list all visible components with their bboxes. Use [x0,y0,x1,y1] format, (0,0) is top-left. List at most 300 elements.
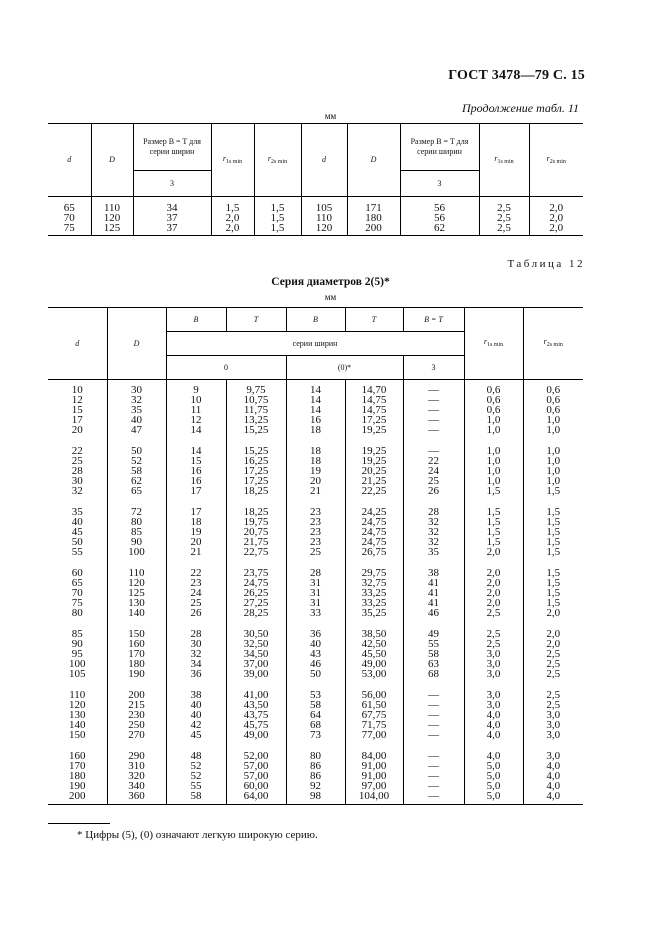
table-cell: 3,0 [464,700,523,710]
table-cell: 1,5 [523,517,583,527]
table-cell: 30 [71,475,83,487]
table-cell: 55 [166,781,226,791]
table-cell: 150 [69,729,86,741]
t11-series: 3 [133,171,211,197]
table-cell: 2,0 [464,578,523,588]
table-cell: 19,25 [345,435,403,456]
table-row [48,380,583,396]
table-row [48,486,583,496]
table-cell: 32 [403,537,464,547]
table-cell: 37 [133,213,211,223]
table-cell: 25 [403,476,464,486]
table-cell: 0,6 [523,395,583,405]
table-cell: 2,5 [464,618,523,639]
table-cell: 37,00 [226,659,286,669]
table-cell: 24,25 [345,496,403,517]
table-cell: 200 [107,679,166,700]
table-cell: 160 [107,639,166,649]
table-cell: 180 [107,659,166,669]
table-cell: 50 [107,435,166,456]
table-cell: 15,25 [226,435,286,456]
table-cell: 27,25 [226,598,286,608]
table-row [48,557,583,578]
t12-head-s0: 0 [166,356,286,380]
table-cell: 65 [63,202,75,214]
table-cell: 25 [286,547,345,557]
table-cell: 170 [107,649,166,659]
table-cell: 3,0 [464,649,523,659]
table-cell: 110 [69,689,86,701]
table-cell: 180 [69,770,86,782]
table-cell: 90 [71,638,83,650]
table-cell: 62 [107,476,166,486]
table-cell: 3,0 [464,659,523,669]
table-cell: 1,5 [523,537,583,547]
table-cell: 16,25 [226,456,286,466]
table-cell: 180 [347,213,400,223]
table-cell: 75 [48,223,91,236]
table-cell: 64,00 [226,791,286,805]
t12-head-widths: серии ширин [166,332,464,356]
table-cell: 40 [166,700,226,710]
table-cell: — [403,435,464,456]
table-cell: 23,75 [226,557,286,578]
table-cell: 53 [286,679,345,700]
table-cell: 19,75 [226,517,286,527]
table12 [48,307,583,805]
table-cell: 18 [166,517,226,527]
footnote: * Цифры (5), (0) означают легкую широкую серию. [77,829,318,841]
table-cell: 22 [403,456,464,466]
table-cell: 14 [286,380,345,396]
table-cell: 43,50 [226,700,286,710]
table-row [48,197,583,214]
table-cell: 4,0 [523,771,583,781]
table-cell: 56 [400,213,479,223]
table-cell: 19,25 [345,425,403,435]
table-cell: 16 [286,415,345,425]
table-cell: 1,5 [254,213,301,223]
table-cell: 16 [166,466,226,476]
table-cell: 120 [301,223,347,236]
table-cell: 9 [166,380,226,396]
table-cell: 49,00 [226,730,286,740]
table-cell: — [403,395,464,405]
table-cell: 23 [286,537,345,547]
t12-head-d: d [48,308,107,380]
table-cell: 12 [166,415,226,425]
table-cell: 42 [166,720,226,730]
table-cell: 29,75 [345,557,403,578]
table-row [48,740,583,761]
table-cell: 1,0 [523,466,583,476]
table-cell: 14,75 [345,405,403,415]
table-cell: 17 [166,486,226,496]
table-cell: 140 [107,608,166,618]
table-cell: 32,50 [226,639,286,649]
table-cell: 58 [286,700,345,710]
table-cell: 3,0 [523,730,583,740]
table-cell: 32 [107,395,166,405]
table-cell: 105 [301,197,347,214]
table-cell: 43 [286,649,345,659]
table-cell: 14 [166,425,226,435]
table-cell: — [403,700,464,710]
table-cell: 30,50 [226,618,286,639]
table-cell: 41 [403,598,464,608]
table-cell: 23 [286,517,345,527]
table-cell: 28,25 [226,608,286,618]
t11-head-r2: $r_{2s min}$ [254,124,301,197]
table-cell: 58 [107,466,166,476]
table-cell: 32 [403,517,464,527]
table-cell: 33,25 [345,598,403,608]
table-cell: 50 [71,536,83,548]
table-cell: 68 [286,720,345,730]
table-row [48,608,583,618]
table-cell: 1,5 [211,197,254,214]
table-cell: — [403,380,464,396]
table-cell: 1,5 [464,496,523,517]
table-cell: 0,6 [523,380,583,396]
table-row [48,730,583,740]
table-cell: 33 [286,608,345,618]
table-cell: 80 [286,740,345,761]
table-cell: 80 [107,517,166,527]
table-cell: 40 [286,639,345,649]
table-cell: 39,00 [226,669,286,679]
table-cell: 20 [286,476,345,486]
table-row [48,425,583,435]
table-cell: 72 [107,496,166,517]
table-cell: 65 [107,486,166,496]
table-cell: 15 [71,404,83,416]
table-cell: 2,5 [523,659,583,669]
table-cell: 14 [286,405,345,415]
table-cell: 28 [166,618,226,639]
table-cell: 53,00 [345,669,403,679]
table-cell: 190 [107,669,166,679]
table-cell: 0,6 [464,395,523,405]
table-cell: 0,6 [464,380,523,396]
table-cell: 40 [71,516,83,528]
table-cell: 200 [48,791,107,805]
t12-head-r2: $r_{2s min}$ [523,308,583,380]
table-cell: 63 [403,659,464,669]
table-cell: 55 [403,639,464,649]
table-cell: 55 [71,546,83,558]
table-cell: 10,75 [226,395,286,405]
table-cell: 100 [69,658,86,670]
page-header: ГОСТ 3478—79 С. 15 [448,68,585,83]
table-cell: 1,5 [254,223,301,236]
table-cell: 3,0 [523,720,583,730]
table-cell: 31 [286,588,345,598]
table-cell: 21,75 [226,537,286,547]
table-cell: — [403,679,464,700]
table-cell: — [403,771,464,781]
table-continuation-label: Продолжение табл. 11 [461,101,579,115]
table-cell: 80 [71,607,83,619]
table-cell: 23 [286,527,345,537]
table-cell: 84,00 [345,740,403,761]
t12-head-s0b: (0)* [286,356,403,380]
table-cell: 4,0 [464,710,523,720]
table-cell: 64 [286,710,345,720]
table-cell: 20 [166,537,226,547]
table-cell: — [403,405,464,415]
t11-series2: 3 [400,171,479,197]
table-cell: 30 [107,380,166,396]
table-cell: 1,5 [464,537,523,547]
table-cell: 28 [286,557,345,578]
table-cell: 215 [107,700,166,710]
table-cell: 18,25 [226,496,286,517]
table-cell: 24,75 [345,527,403,537]
t12-head-BT: B = T [403,308,464,332]
table-cell: 130 [107,598,166,608]
table-cell: 37 [133,223,211,236]
table-cell: 1,0 [464,425,523,435]
table-cell: 52 [166,771,226,781]
table-cell: 1,0 [523,435,583,456]
table-cell: 1,0 [464,466,523,476]
table-cell: 120 [91,213,133,223]
table-cell: 3,0 [464,679,523,700]
table-cell: — [403,791,464,805]
table-cell: 5,0 [464,781,523,791]
table-cell: 0,6 [464,405,523,415]
table-cell: 2,5 [464,639,523,649]
table-cell: 24 [166,588,226,598]
table-cell: 1,5 [464,486,523,496]
table-cell: 13,25 [226,415,286,425]
table-cell: 1,0 [523,476,583,486]
table-cell: — [403,425,464,435]
table-cell: 2,0 [211,213,254,223]
table-cell: 2,0 [523,608,583,618]
table-cell: 26,25 [226,588,286,598]
table-cell: 60 [71,567,83,579]
table-cell: 3,0 [464,669,523,679]
table-cell: 35,25 [345,608,403,618]
table-cell: 2,5 [479,223,529,236]
table-cell: 2,0 [529,213,583,223]
table-cell: 45,50 [345,649,403,659]
table-cell: 4,0 [523,781,583,791]
table-cell: 67,75 [345,710,403,720]
table-cell: 340 [107,781,166,791]
table-cell: 97,00 [345,781,403,791]
t12-head-r1: $r_{1s min}$ [464,308,523,380]
table-cell: 2,5 [479,213,529,223]
table-cell: 56 [400,197,479,214]
table-cell: 62 [400,223,479,236]
table-cell: 38 [403,557,464,578]
table-cell: 41,00 [226,679,286,700]
table-cell: 45 [166,730,226,740]
table-cell: 77,00 [345,730,403,740]
table-cell: 58 [166,791,226,805]
table-cell: 2,0 [529,223,583,236]
table-cell: 9,75 [226,380,286,396]
table-cell: 1,5 [523,486,583,496]
table-cell: 230 [107,710,166,720]
table-cell: 2,0 [529,197,583,214]
table-cell: 12 [71,394,83,406]
t11-head-D2: D [347,124,400,197]
table-cell: 1,5 [523,588,583,598]
table-cell: 2,5 [523,649,583,659]
table-cell: 98 [286,791,345,805]
table-cell: 40 [107,415,166,425]
table-cell: 2,0 [523,639,583,649]
table-cell: 4,0 [464,740,523,761]
table-cell: 90 [107,537,166,547]
table-cell: 48 [166,740,226,761]
table-cell: 1,0 [464,435,523,456]
table-cell: 68 [403,669,464,679]
table-cell: 49 [403,618,464,639]
table-cell: 34 [166,659,226,669]
table-cell: 171 [347,197,400,214]
table-row [48,669,583,679]
table-cell: 32 [166,649,226,659]
table12-series-title: Серия диаметров 2(5)* [271,276,390,288]
table-cell: 86 [286,771,345,781]
table-cell: 65 [71,577,83,589]
table-cell: 1,5 [464,527,523,537]
table-row [48,618,583,639]
table-cell: 120 [69,699,86,711]
table-cell: 21 [286,486,345,496]
table-cell: 2,5 [464,608,523,618]
table-cell: 125 [91,223,133,236]
table-cell: 5,0 [464,771,523,781]
table-cell: 52 [166,761,226,771]
table-cell: — [403,740,464,761]
table-cell: 10 [166,395,226,405]
table-cell: 92 [286,781,345,791]
table-cell: 1,0 [464,456,523,466]
table-cell: — [403,720,464,730]
table-cell: — [403,761,464,771]
table-cell: 40 [166,710,226,720]
table-cell: 14,70 [345,380,403,396]
table-cell: 270 [107,730,166,740]
table-cell: 35 [71,506,83,518]
table-cell: 11,75 [226,405,286,415]
table-cell: 18 [286,456,345,466]
t12-head-D: D [107,308,166,380]
table-cell: 3,0 [523,740,583,761]
table-cell: 17,25 [226,466,286,476]
table-cell: 20 [71,424,83,436]
table-cell: 4,0 [523,791,583,805]
table-cell: 20,25 [345,466,403,476]
table-cell: 4,0 [464,730,523,740]
table-cell: 19 [166,527,226,537]
t12-head-s3: 3 [403,356,464,380]
t11-head-size2: Размер B = T для серии ширин [400,124,479,171]
table-cell: 43,75 [226,710,286,720]
table-cell: 4,0 [523,761,583,771]
table-cell: 35 [403,547,464,557]
table-cell: 18 [286,425,345,435]
table-cell: 2,0 [464,557,523,578]
table-cell: 140 [69,719,86,731]
table-cell: 86 [286,761,345,771]
t11-head-r2b: $r_{2s min}$ [529,124,583,197]
footnote-rule [48,823,110,824]
table-cell: 23 [166,578,226,588]
table-cell: 1,5 [523,598,583,608]
table-cell: 130 [69,709,86,721]
table-cell: 26 [403,486,464,496]
table-cell: 100 [107,547,166,557]
table-cell: 26,75 [345,547,403,557]
table-cell: 10 [71,384,83,396]
table-cell: 85 [71,628,83,640]
table-cell: 36 [166,669,226,679]
table-row [48,547,583,557]
table-cell: 170 [69,760,86,772]
table-cell: 57,00 [226,761,286,771]
table-cell: 21 [166,547,226,557]
table-cell: — [403,415,464,425]
table-cell: 310 [107,761,166,771]
table-cell: 2,0 [523,618,583,639]
table-cell: — [403,730,464,740]
table-cell: 22,25 [345,486,403,496]
table-cell: 2,0 [211,223,254,236]
table-cell: 1,0 [523,415,583,425]
table-cell: 21,25 [345,476,403,486]
table-cell: 31 [286,598,345,608]
table-cell: 50 [286,669,345,679]
table-cell: 22 [166,557,226,578]
table-cell: 38,50 [345,618,403,639]
table-cell: 104,00 [345,791,403,805]
table-cell: 1,5 [523,557,583,578]
table-cell: 56,00 [345,679,403,700]
table-cell: 19,25 [345,456,403,466]
table-cell: 47 [107,425,166,435]
table-cell: 31 [286,578,345,588]
table-cell: 52,00 [226,740,286,761]
table-cell: 24,75 [345,537,403,547]
t11-head-r1b: $r_{1s min}$ [479,124,529,197]
table-cell: 120 [107,578,166,588]
table-row [48,435,583,456]
table-cell: 1,5 [523,578,583,588]
table-cell: 28 [403,496,464,517]
table-cell: 1,0 [523,425,583,435]
t11-head-r1: $r_{1s min}$ [211,124,254,197]
t12-head-T2: T [345,308,403,332]
table-cell: 2,5 [523,679,583,700]
table-cell: 2,5 [523,700,583,710]
table-row [48,496,583,517]
table-cell: 200 [347,223,400,236]
table-cell: 5,0 [464,791,523,805]
table-cell: 25 [71,455,83,467]
t11-head-D: D [91,124,133,197]
table-cell: — [403,710,464,720]
table-cell: 1,5 [523,527,583,537]
table-cell: 22,75 [226,547,286,557]
table-cell: 2,0 [464,598,523,608]
